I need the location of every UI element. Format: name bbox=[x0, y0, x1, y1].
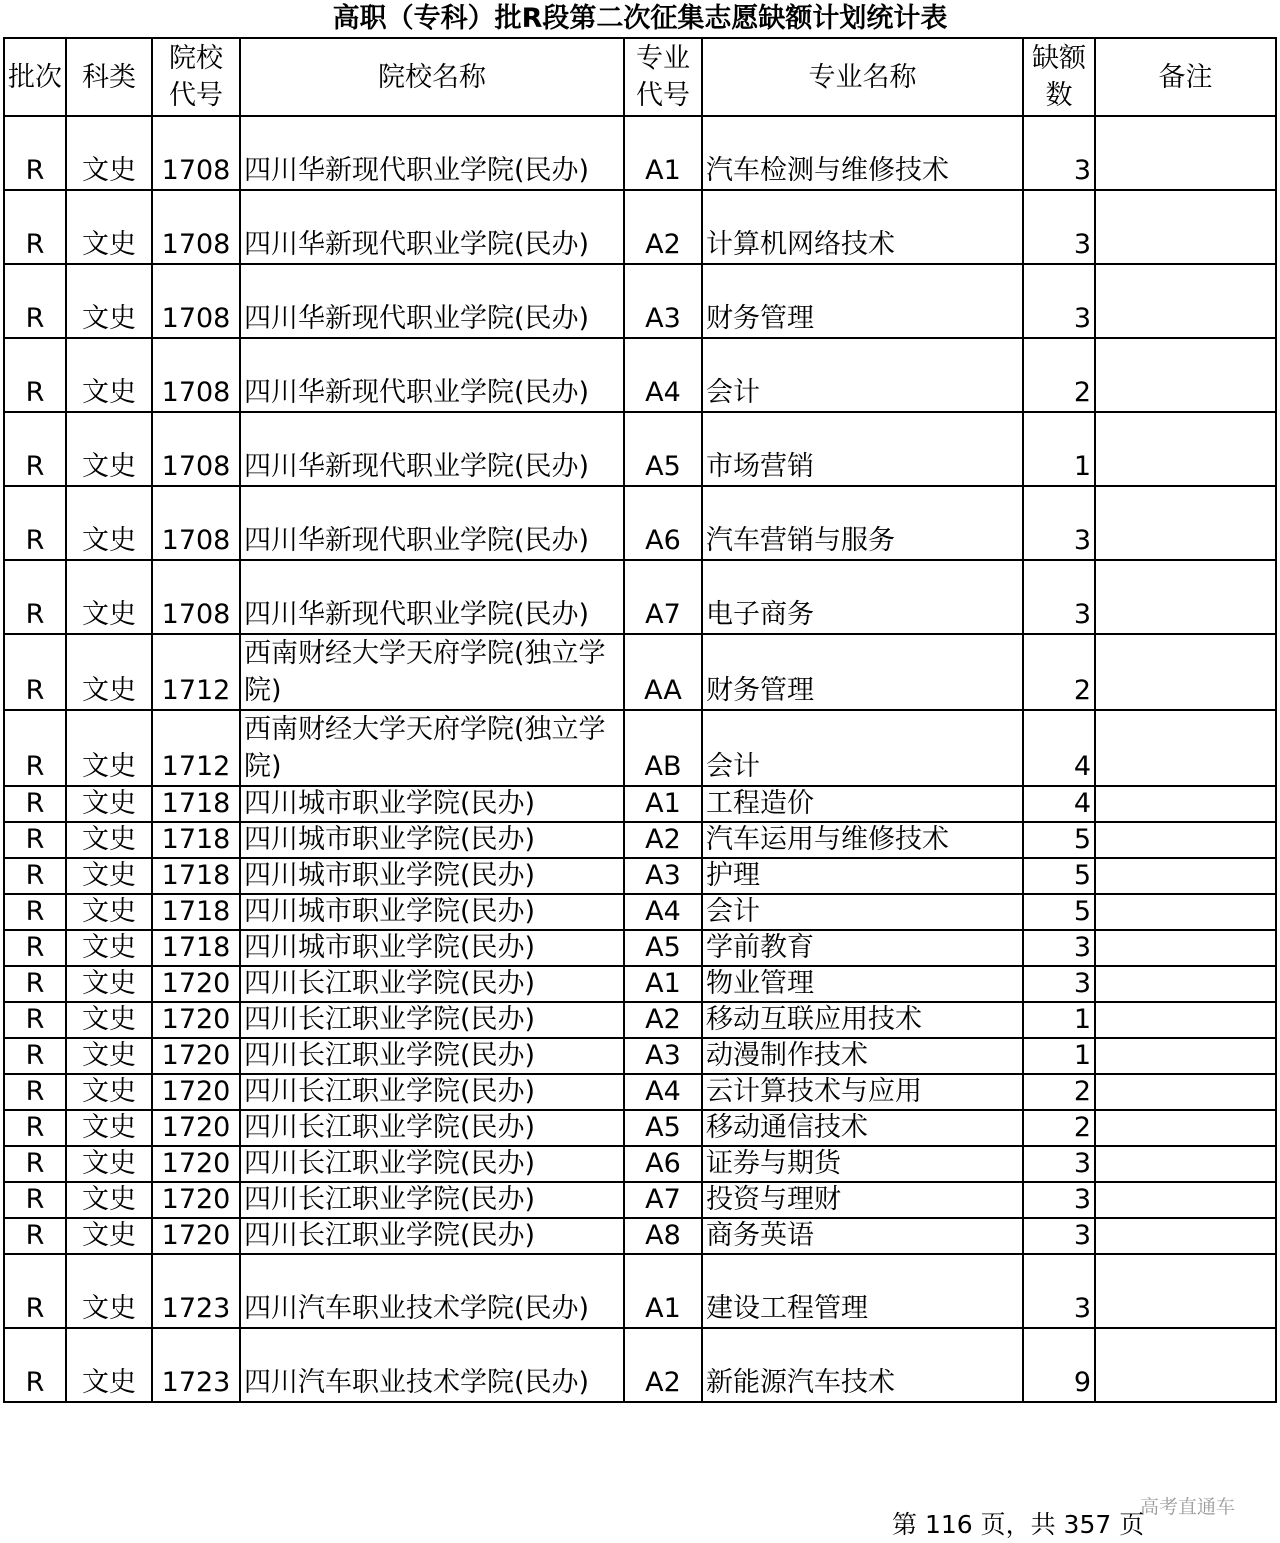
cell-kind: 文史 bbox=[66, 264, 152, 338]
cell-remarks bbox=[1095, 1328, 1276, 1402]
cell-shortage: 2 bbox=[1023, 338, 1095, 412]
cell-school-code: 1708 bbox=[152, 190, 240, 264]
cell-major-name: 会计 bbox=[702, 710, 1023, 786]
header-kind: 科类 bbox=[66, 38, 152, 116]
cell-kind: 文史 bbox=[66, 822, 152, 858]
cell-kind: 文史 bbox=[66, 560, 152, 634]
cell-kind: 文史 bbox=[66, 710, 152, 786]
header-major-code: 专业代号 bbox=[624, 38, 702, 116]
cell-major-code: A3 bbox=[624, 264, 702, 338]
cell-major-code: A1 bbox=[624, 786, 702, 822]
cell-major-name: 汽车检测与维修技术 bbox=[702, 116, 1023, 190]
cell-school-code: 1718 bbox=[152, 858, 240, 894]
cell-school-name: 四川华新现代职业学院(民办) bbox=[240, 338, 624, 412]
cell-major-code: A8 bbox=[624, 1218, 702, 1254]
cell-major-code: A4 bbox=[624, 338, 702, 412]
table-row bbox=[4, 634, 1276, 710]
cell-batch: R bbox=[4, 412, 66, 486]
cell-major-name: 建设工程管理 bbox=[702, 1254, 1023, 1328]
cell-shortage: 3 bbox=[1023, 966, 1095, 1002]
cell-batch: R bbox=[4, 1182, 66, 1218]
cell-batch: R bbox=[4, 1218, 66, 1254]
cell-kind: 文史 bbox=[66, 1218, 152, 1254]
table-row bbox=[4, 1182, 1276, 1218]
header-major-name: 专业名称 bbox=[702, 38, 1023, 116]
cell-remarks bbox=[1095, 486, 1276, 560]
cell-school-name: 四川长江职业学院(民办) bbox=[240, 1218, 624, 1254]
cell-shortage: 4 bbox=[1023, 786, 1095, 822]
cell-major-name: 移动通信技术 bbox=[702, 1110, 1023, 1146]
cell-major-code: A2 bbox=[624, 1002, 702, 1038]
cell-batch: R bbox=[4, 894, 66, 930]
cell-remarks bbox=[1095, 1038, 1276, 1074]
cell-kind: 文史 bbox=[66, 930, 152, 966]
cell-major-name: 工程造价 bbox=[702, 786, 1023, 822]
cell-shortage: 2 bbox=[1023, 1110, 1095, 1146]
cell-school-name: 四川长江职业学院(民办) bbox=[240, 1110, 624, 1146]
cell-major-code: A7 bbox=[624, 1182, 702, 1218]
cell-major-code: A4 bbox=[624, 1074, 702, 1110]
table-row bbox=[4, 190, 1276, 264]
cell-school-name: 四川华新现代职业学院(民办) bbox=[240, 486, 624, 560]
cell-kind: 文史 bbox=[66, 966, 152, 1002]
cell-school-name: 西南财经大学天府学院(独立学院) bbox=[240, 634, 624, 710]
cell-remarks bbox=[1095, 560, 1276, 634]
cell-batch: R bbox=[4, 786, 66, 822]
cell-school-name: 四川长江职业学院(民办) bbox=[240, 1182, 624, 1218]
cell-major-code: A2 bbox=[624, 1328, 702, 1402]
page-title: 高职（专科）批R段第二次征集志愿缺额计划统计表 bbox=[332, 3, 948, 34]
cell-batch: R bbox=[4, 486, 66, 560]
cell-school-code: 1723 bbox=[152, 1328, 240, 1402]
cell-school-name: 四川城市职业学院(民办) bbox=[240, 894, 624, 930]
cell-school-code: 1712 bbox=[152, 710, 240, 786]
header-school-name: 院校名称 bbox=[240, 38, 624, 116]
cell-batch: R bbox=[4, 1002, 66, 1038]
cell-shortage: 5 bbox=[1023, 858, 1095, 894]
cell-kind: 文史 bbox=[66, 116, 152, 190]
cell-kind: 文史 bbox=[66, 894, 152, 930]
cell-batch: R bbox=[4, 930, 66, 966]
cell-major-code: A3 bbox=[624, 858, 702, 894]
cell-major-code: A5 bbox=[624, 412, 702, 486]
cell-school-code: 1708 bbox=[152, 338, 240, 412]
cell-major-code: A5 bbox=[624, 1110, 702, 1146]
cell-major-name: 市场营销 bbox=[702, 412, 1023, 486]
cell-school-name: 四川华新现代职业学院(民办) bbox=[240, 560, 624, 634]
table-row bbox=[4, 1218, 1276, 1254]
cell-major-name: 证券与期货 bbox=[702, 1146, 1023, 1182]
cell-shortage: 1 bbox=[1023, 412, 1095, 486]
cell-remarks bbox=[1095, 1110, 1276, 1146]
cell-major-name: 商务英语 bbox=[702, 1218, 1023, 1254]
cell-batch: R bbox=[4, 858, 66, 894]
cell-major-name: 学前教育 bbox=[702, 930, 1023, 966]
cell-batch: R bbox=[4, 1328, 66, 1402]
cell-major-name: 护理 bbox=[702, 858, 1023, 894]
table-row bbox=[4, 930, 1276, 966]
cell-remarks bbox=[1095, 116, 1276, 190]
table-row bbox=[4, 1038, 1276, 1074]
cell-batch: R bbox=[4, 1038, 66, 1074]
cell-shortage: 4 bbox=[1023, 710, 1095, 786]
cell-shortage: 3 bbox=[1023, 1182, 1095, 1218]
cell-school-code: 1720 bbox=[152, 1182, 240, 1218]
cell-school-code: 1718 bbox=[152, 786, 240, 822]
cell-shortage: 5 bbox=[1023, 822, 1095, 858]
cell-shortage: 3 bbox=[1023, 486, 1095, 560]
cell-batch: R bbox=[4, 822, 66, 858]
table-row bbox=[4, 1002, 1276, 1038]
cell-remarks bbox=[1095, 1254, 1276, 1328]
table-row bbox=[4, 412, 1276, 486]
quota-table bbox=[3, 37, 1277, 1403]
cell-batch: R bbox=[4, 1146, 66, 1182]
cell-school-name: 四川华新现代职业学院(民办) bbox=[240, 116, 624, 190]
cell-major-name: 财务管理 bbox=[702, 264, 1023, 338]
cell-shortage: 3 bbox=[1023, 560, 1095, 634]
cell-school-name: 四川汽车职业技术学院(民办) bbox=[240, 1328, 624, 1402]
cell-kind: 文史 bbox=[66, 412, 152, 486]
cell-shortage: 3 bbox=[1023, 930, 1095, 966]
cell-remarks bbox=[1095, 966, 1276, 1002]
cell-remarks bbox=[1095, 894, 1276, 930]
cell-school-code: 1720 bbox=[152, 1146, 240, 1182]
cell-school-name: 四川华新现代职业学院(民办) bbox=[240, 412, 624, 486]
cell-major-name: 汽车营销与服务 bbox=[702, 486, 1023, 560]
table-row bbox=[4, 822, 1276, 858]
cell-kind: 文史 bbox=[66, 190, 152, 264]
header-remarks: 备注 bbox=[1095, 38, 1276, 116]
table-row bbox=[4, 560, 1276, 634]
cell-kind: 文史 bbox=[66, 338, 152, 412]
cell-major-code: A2 bbox=[624, 822, 702, 858]
cell-batch: R bbox=[4, 1254, 66, 1328]
cell-shortage: 1 bbox=[1023, 1038, 1095, 1074]
cell-school-code: 1720 bbox=[152, 1218, 240, 1254]
cell-remarks bbox=[1095, 1182, 1276, 1218]
cell-major-name: 物业管理 bbox=[702, 966, 1023, 1002]
cell-school-code: 1708 bbox=[152, 486, 240, 560]
cell-major-code: A1 bbox=[624, 966, 702, 1002]
cell-kind: 文史 bbox=[66, 1002, 152, 1038]
cell-major-name: 电子商务 bbox=[702, 560, 1023, 634]
cell-school-code: 1708 bbox=[152, 560, 240, 634]
cell-batch: R bbox=[4, 1110, 66, 1146]
cell-school-name: 四川华新现代职业学院(民办) bbox=[240, 190, 624, 264]
cell-batch: R bbox=[4, 1074, 66, 1110]
cell-school-code: 1723 bbox=[152, 1254, 240, 1328]
cell-shortage: 3 bbox=[1023, 190, 1095, 264]
cell-kind: 文史 bbox=[66, 1254, 152, 1328]
cell-kind: 文史 bbox=[66, 486, 152, 560]
cell-school-name: 四川城市职业学院(民办) bbox=[240, 858, 624, 894]
cell-shortage: 3 bbox=[1023, 1254, 1095, 1328]
cell-school-code: 1720 bbox=[152, 1074, 240, 1110]
cell-remarks bbox=[1095, 1218, 1276, 1254]
cell-major-name: 动漫制作技术 bbox=[702, 1038, 1023, 1074]
cell-school-name: 四川长江职业学院(民办) bbox=[240, 1038, 624, 1074]
cell-school-code: 1720 bbox=[152, 966, 240, 1002]
cell-kind: 文史 bbox=[66, 1146, 152, 1182]
cell-school-name: 四川长江职业学院(民办) bbox=[240, 1074, 624, 1110]
table-row bbox=[4, 1254, 1276, 1328]
table-row bbox=[4, 116, 1276, 190]
cell-school-code: 1708 bbox=[152, 116, 240, 190]
cell-kind: 文史 bbox=[66, 1074, 152, 1110]
table-row bbox=[4, 786, 1276, 822]
table-row bbox=[4, 1074, 1276, 1110]
cell-school-name: 四川城市职业学院(民办) bbox=[240, 930, 624, 966]
cell-remarks bbox=[1095, 1074, 1276, 1110]
cell-school-name: 四川长江职业学院(民办) bbox=[240, 1002, 624, 1038]
watermark-text: 高考直通车 bbox=[1140, 1496, 1236, 1518]
cell-major-name: 财务管理 bbox=[702, 634, 1023, 710]
cell-school-code: 1712 bbox=[152, 634, 240, 710]
cell-shortage: 1 bbox=[1023, 1002, 1095, 1038]
cell-shortage: 3 bbox=[1023, 1146, 1095, 1182]
cell-school-name: 四川长江职业学院(民办) bbox=[240, 1146, 624, 1182]
cell-remarks bbox=[1095, 822, 1276, 858]
cell-major-code: AB bbox=[624, 710, 702, 786]
page-footer: 第 116 页，共 357 页 bbox=[892, 1510, 1145, 1539]
table-row bbox=[4, 1146, 1276, 1182]
cell-school-code: 1720 bbox=[152, 1110, 240, 1146]
cell-school-code: 1718 bbox=[152, 894, 240, 930]
table-row bbox=[4, 1110, 1276, 1146]
cell-school-code: 1720 bbox=[152, 1038, 240, 1074]
cell-shortage: 2 bbox=[1023, 1074, 1095, 1110]
cell-school-code: 1718 bbox=[152, 930, 240, 966]
cell-school-code: 1708 bbox=[152, 264, 240, 338]
cell-school-name: 四川城市职业学院(民办) bbox=[240, 822, 624, 858]
cell-major-code: A6 bbox=[624, 1146, 702, 1182]
cell-major-code: A6 bbox=[624, 486, 702, 560]
cell-kind: 文史 bbox=[66, 1110, 152, 1146]
cell-kind: 文史 bbox=[66, 1328, 152, 1402]
header-shortage: 缺额数 bbox=[1023, 38, 1095, 116]
cell-remarks bbox=[1095, 1002, 1276, 1038]
header-school-code: 院校代号 bbox=[152, 38, 240, 116]
cell-remarks bbox=[1095, 338, 1276, 412]
cell-shortage: 3 bbox=[1023, 1218, 1095, 1254]
cell-kind: 文史 bbox=[66, 1038, 152, 1074]
cell-major-code: A1 bbox=[624, 116, 702, 190]
cell-major-name: 云计算技术与应用 bbox=[702, 1074, 1023, 1110]
cell-batch: R bbox=[4, 966, 66, 1002]
table-row bbox=[4, 710, 1276, 786]
cell-shortage: 5 bbox=[1023, 894, 1095, 930]
table-row bbox=[4, 966, 1276, 1002]
cell-school-code: 1718 bbox=[152, 822, 240, 858]
cell-remarks bbox=[1095, 930, 1276, 966]
cell-shortage: 2 bbox=[1023, 634, 1095, 710]
cell-major-name: 投资与理财 bbox=[702, 1182, 1023, 1218]
header-batch: 批次 bbox=[4, 38, 66, 116]
cell-kind: 文史 bbox=[66, 634, 152, 710]
table-row bbox=[4, 264, 1276, 338]
cell-school-name: 四川城市职业学院(民办) bbox=[240, 786, 624, 822]
table-row bbox=[4, 338, 1276, 412]
cell-remarks bbox=[1095, 634, 1276, 710]
cell-major-name: 会计 bbox=[702, 894, 1023, 930]
cell-major-name: 新能源汽车技术 bbox=[702, 1328, 1023, 1402]
header-row bbox=[4, 38, 1276, 116]
cell-batch: R bbox=[4, 710, 66, 786]
cell-kind: 文史 bbox=[66, 786, 152, 822]
cell-major-code: A4 bbox=[624, 894, 702, 930]
cell-major-code: A3 bbox=[624, 1038, 702, 1074]
cell-major-code: A1 bbox=[624, 1254, 702, 1328]
cell-remarks bbox=[1095, 264, 1276, 338]
cell-school-name: 四川汽车职业技术学院(民办) bbox=[240, 1254, 624, 1328]
cell-major-name: 汽车运用与维修技术 bbox=[702, 822, 1023, 858]
cell-batch: R bbox=[4, 116, 66, 190]
cell-major-code: AA bbox=[624, 634, 702, 710]
cell-major-code: A5 bbox=[624, 930, 702, 966]
table-body bbox=[4, 116, 1276, 1402]
cell-school-name: 西南财经大学天府学院(独立学院) bbox=[240, 710, 624, 786]
table-row bbox=[4, 1328, 1276, 1402]
cell-major-name: 会计 bbox=[702, 338, 1023, 412]
cell-remarks bbox=[1095, 190, 1276, 264]
cell-shortage: 3 bbox=[1023, 116, 1095, 190]
cell-kind: 文史 bbox=[66, 858, 152, 894]
cell-shortage: 9 bbox=[1023, 1328, 1095, 1402]
cell-major-name: 计算机网络技术 bbox=[702, 190, 1023, 264]
cell-batch: R bbox=[4, 264, 66, 338]
cell-school-code: 1720 bbox=[152, 1002, 240, 1038]
table-row bbox=[4, 894, 1276, 930]
cell-major-code: A7 bbox=[624, 560, 702, 634]
cell-remarks bbox=[1095, 710, 1276, 786]
table-row bbox=[4, 486, 1276, 560]
cell-remarks bbox=[1095, 1146, 1276, 1182]
cell-school-name: 四川长江职业学院(民办) bbox=[240, 966, 624, 1002]
cell-batch: R bbox=[4, 560, 66, 634]
cell-batch: R bbox=[4, 634, 66, 710]
cell-kind: 文史 bbox=[66, 1182, 152, 1218]
cell-school-code: 1708 bbox=[152, 412, 240, 486]
cell-remarks bbox=[1095, 858, 1276, 894]
cell-major-name: 移动互联应用技术 bbox=[702, 1002, 1023, 1038]
table-row bbox=[4, 858, 1276, 894]
cell-shortage: 3 bbox=[1023, 264, 1095, 338]
cell-batch: R bbox=[4, 338, 66, 412]
cell-remarks bbox=[1095, 786, 1276, 822]
cell-major-code: A2 bbox=[624, 190, 702, 264]
cell-school-name: 四川华新现代职业学院(民办) bbox=[240, 264, 624, 338]
cell-batch: R bbox=[4, 190, 66, 264]
cell-remarks bbox=[1095, 412, 1276, 486]
